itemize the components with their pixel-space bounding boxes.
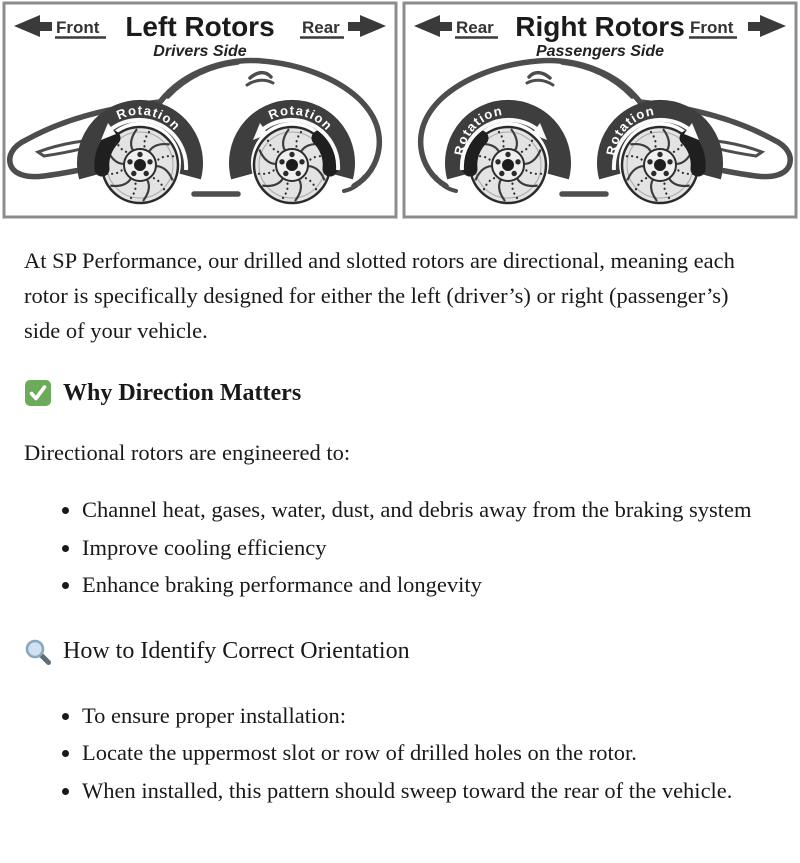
section-heading-text: Why Direction Matters [63,379,302,406]
article-body [0,220,800,863]
check-icon [24,379,52,407]
panel-title: Left Rotors [125,11,275,42]
bullet-item: • Improve cooling efficiency [82,531,762,566]
orientation-list [24,699,762,810]
rear-label: Rear [302,18,340,37]
bullet-item: • Channel heat, gases, water, dust, and debris away from the braking system [82,493,762,528]
magnifier-icon [24,638,52,666]
section-heading-text: How to Identify Correct Orientation [63,638,410,665]
front-label: Front [690,18,734,37]
rotor-direction-diagram [0,0,800,220]
front-label: Front [56,18,100,37]
panel-subtitle: Passengers Side [535,43,665,60]
rotation-label: Rotation [603,102,657,157]
bullet-item: • When installed, this pattern should sweep toward the rear of the vehicle. [82,774,762,809]
intro-paragraph: At SP Performance, our drilled and slotted rotors are directional, meaning each rotor is specifically designed for either the left (driver’s) or right (passenger’s) side of your vehicle. [24,248,735,343]
bullet-item: • Enhance braking performance and longevity [82,568,762,603]
rear-label: Rear [456,18,494,37]
panel-subtitle: Drivers Side [153,43,247,60]
section-heading-why-direction-matters [24,375,762,412]
section-heading-identify-orientation [24,633,762,670]
rotation-label: Rotation [266,102,336,134]
rotation-label: Rotation [114,102,184,134]
bullet-item: • Locate the uppermost slot or row of drilled holes on the rotor. [82,736,762,771]
panel-title: Right Rotors [515,11,685,42]
rotation-label: Rotation [451,102,505,157]
benefits-list [24,493,762,604]
bullet-item: • To ensure proper installation: [82,699,762,734]
lead-paragraph: Directional rotors are engineered to: [24,439,351,465]
